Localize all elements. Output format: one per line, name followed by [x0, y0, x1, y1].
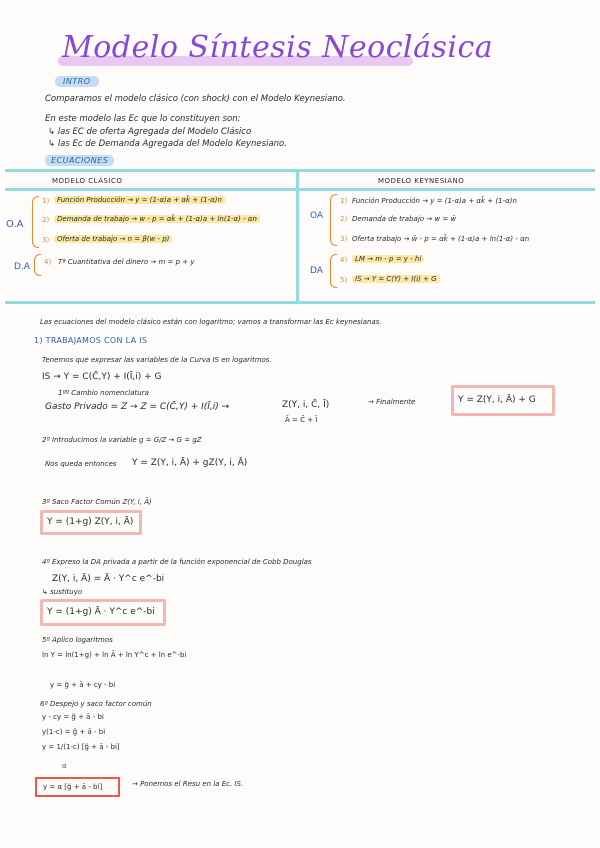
p2-result: Y = Z(Y, i, Ā) + gZ(Y, i, Ā): [132, 458, 248, 468]
p6-alpha: α: [62, 762, 67, 770]
keynes-eq4: LM → m - p = y - hi: [352, 255, 424, 263]
p4-box: Y = (1+g) Ā · Y^c e^-bi: [40, 599, 166, 626]
page-title: Modelo Síntesis Neoclásica: [62, 30, 494, 65]
clasico-eq4-num: 4): [44, 258, 52, 266]
p1-label: 1ºº Cambio nomenclatura: [58, 389, 149, 397]
keynes-eq2: Demanda de trabajo → w = w̄: [352, 215, 457, 223]
clasico-eq1-num: 1): [42, 197, 50, 205]
keynes-eq1: Función Producción → y = (1-α)a + αk̄ + (1-α)n: [352, 197, 517, 205]
p1-final-label: → Finalmente: [368, 398, 416, 406]
clasico-eq4: Tª Cuantitativa del dinero → m = p + y: [58, 258, 195, 266]
p3-heading: 3º Saco Factor Común Z(Y, i, Ā): [42, 498, 152, 506]
p4-sub: ↳ sustituyo: [42, 588, 83, 596]
table-bottom-rule: [5, 301, 595, 304]
is-equation: IS → Y = C(C̄,Y) + I(Ī,i) + G: [42, 372, 162, 382]
body-intro-line: Las ecuaciones del modelo clásico están con logaritmo; vamos a transformar las Ec keynesianas.: [40, 318, 382, 326]
p1-z: Z(Y, i, C̄, Ī): [282, 400, 330, 410]
keynes-eq3-num: 3): [340, 235, 348, 243]
clasico-eq1: Función Producción → y = (1-α)a + αk̄ + (1-α)n: [54, 196, 225, 204]
clasico-eq2: Demanda de trabajo → w - p = αk̄ + (1-α)a + ln(1-α) - αn: [54, 215, 260, 223]
intro-line-1: Comparamos el modelo clásico (con shock) con el Modelo Keynesiano.: [45, 94, 346, 104]
p5-line-2: y = g̃ + ā + cy - bi: [50, 681, 116, 689]
keynes-oa-brace: [330, 194, 337, 246]
intro-line-2: En este modelo las Ec que lo constituyen son:: [45, 114, 241, 124]
keynes-eq1-num: 1): [340, 197, 348, 205]
keynes-header: MODELO KEYNESIANO: [378, 177, 465, 185]
final-box: y = α [g̃ + ā - bi]: [35, 777, 120, 797]
p1-final-box: Y = Z(Y, i, Ā) + G: [451, 385, 555, 416]
p3-box: Y = (1+g) Z(Y, i, Ā): [40, 510, 142, 535]
clasico-oa-brace: [32, 196, 39, 248]
clasico-eq3-num: 3): [42, 236, 50, 244]
table-header-rule: [5, 188, 595, 191]
clasico-header: MODELO CLÁSICO: [52, 177, 123, 185]
table-divider: [296, 169, 299, 304]
p5-heading: 5º Aplico logaritmos: [42, 636, 113, 644]
intro-bullet-2: ↳ las Ec de Demanda Agregada del Modelo Keynesiano.: [48, 139, 287, 149]
p2-result-label: Nos queda entonces: [45, 460, 117, 468]
keynes-eq5: IS → Y = C(Y) + I(i) + G: [352, 275, 440, 283]
table-top-rule: [5, 169, 595, 172]
keynes-da-brace: [330, 254, 337, 288]
p1-a-def: Ā = C̄ + Ī: [285, 416, 318, 424]
keynes-da-label: DA: [310, 266, 323, 276]
step1-line: Tenemos que expresar las variables de la Curva IS en logaritmos.: [42, 356, 272, 364]
p2-line: 2º Introducimos la variable g = G/Z → G = gZ: [42, 436, 202, 444]
keynes-eq4-num: 4): [340, 256, 348, 264]
intro-tag: INTRO: [55, 76, 99, 87]
clasico-da-brace: [34, 254, 41, 276]
intro-bullet-1: ↳ las EC de oferta Agregada del Modelo Clásico: [48, 127, 252, 137]
p6-line-1: y - cy = g̃ + ā - bi: [42, 713, 104, 721]
p5-line-1: ln Y = ln(1+g) + ln Ā + ln Y^c + ln e^-bi: [42, 651, 187, 659]
p6-heading: 6º Despejo y saco factor común: [40, 700, 152, 708]
clasico-eq2-num: 2): [42, 216, 50, 224]
clasico-da-label: D.A: [14, 262, 30, 272]
keynes-eq5-num: 5): [340, 276, 348, 284]
p1-line: Gasto Privado = Z → Z = C(C̄,Y) + I(Ī,i) →: [45, 402, 230, 412]
keynes-eq2-num: 2): [340, 215, 348, 223]
p4-heading: 4º Expreso la DA privada a partir de la función exponencial de Cobb Douglas: [42, 558, 312, 566]
keynes-eq3: Oferta trabajo → w̄ - p = αk̄ + (1-α)a + ln(1-α) - αn: [352, 235, 530, 243]
p4-equation: Z(Y, i, Ā) = Ā · Y^c e^-bi: [52, 574, 165, 584]
final-note: → Ponemos el Resu en la Ec. IS.: [132, 780, 244, 788]
p6-line-2: y(1-c) = g̃ + ā - bi: [42, 728, 106, 736]
step1-heading: 1) TRABAJAMOS CON LA IS: [34, 336, 148, 345]
keynes-oa-label: OA: [310, 211, 324, 221]
p6-line-3: y = 1/(1-c) [g̃ + ā - bi]: [42, 743, 120, 751]
clasico-eq3: Oferta de trabajo → n = β(w - p): [54, 235, 172, 243]
clasico-oa-label: O.A: [6, 219, 24, 230]
ecuaciones-tag: ECUACIONES: [45, 155, 114, 166]
